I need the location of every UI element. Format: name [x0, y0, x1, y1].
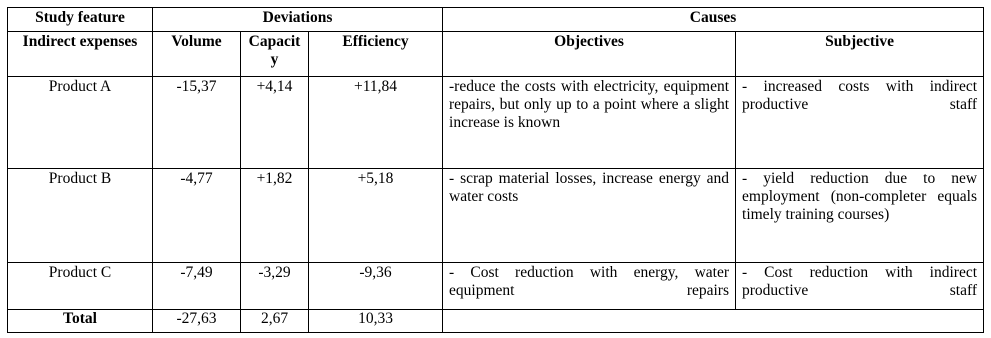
total-causes-empty — [443, 310, 984, 333]
table-row — [8, 77, 984, 169]
header-objectives: Objectives — [443, 31, 736, 77]
row-subjective: - Cost reduction with indirect productive staff — [736, 262, 984, 310]
row-feature: Product C — [8, 262, 153, 310]
study-feature-table — [7, 7, 984, 333]
row-objectives: -reduce the costs with electricity, equipment repairs, but only up to a point where a slight increase is known — [443, 77, 736, 169]
header-capacity: Capacity — [241, 31, 309, 77]
row-volume: -15,37 — [153, 77, 241, 169]
row-objectives: - scrap material losses, increase energy and water costs — [443, 169, 736, 262]
row-objectives: - Cost reduction with energy, water equipment repairs — [443, 262, 736, 310]
header-study-feature: Study feature — [8, 8, 153, 32]
total-volume: -27,63 — [153, 310, 241, 333]
row-feature: Product A — [8, 77, 153, 169]
header-volume: Volume — [153, 31, 241, 77]
row-capacity: +4,14 — [241, 77, 309, 169]
header-indirect-expenses: Indirect expenses — [8, 31, 153, 77]
row-volume: -4,77 — [153, 169, 241, 262]
total-row — [8, 310, 984, 333]
row-subjective: - increased costs with indirect productive staff — [736, 77, 984, 169]
row-efficiency: +11,84 — [309, 77, 443, 169]
row-efficiency: +5,18 — [309, 169, 443, 262]
row-subjective: - yield reduction due to new employment (non-completer equals timely training courses) — [736, 169, 984, 262]
header-efficiency: Efficiency — [309, 31, 443, 77]
row-capacity: +1,82 — [241, 169, 309, 262]
row-volume: -7,49 — [153, 262, 241, 310]
total-capacity: 2,67 — [241, 310, 309, 333]
row-efficiency: -9,36 — [309, 262, 443, 310]
header-row-sub — [8, 31, 984, 77]
total-label: Total — [8, 310, 153, 333]
header-causes: Causes — [443, 8, 984, 32]
table-row — [8, 262, 984, 310]
row-feature: Product B — [8, 169, 153, 262]
header-deviations: Deviations — [153, 8, 443, 32]
total-efficiency: 10,33 — [309, 310, 443, 333]
row-capacity: -3,29 — [241, 262, 309, 310]
table-row — [8, 169, 984, 262]
header-row-top — [8, 8, 984, 32]
header-subjective: Subjective — [736, 31, 984, 77]
